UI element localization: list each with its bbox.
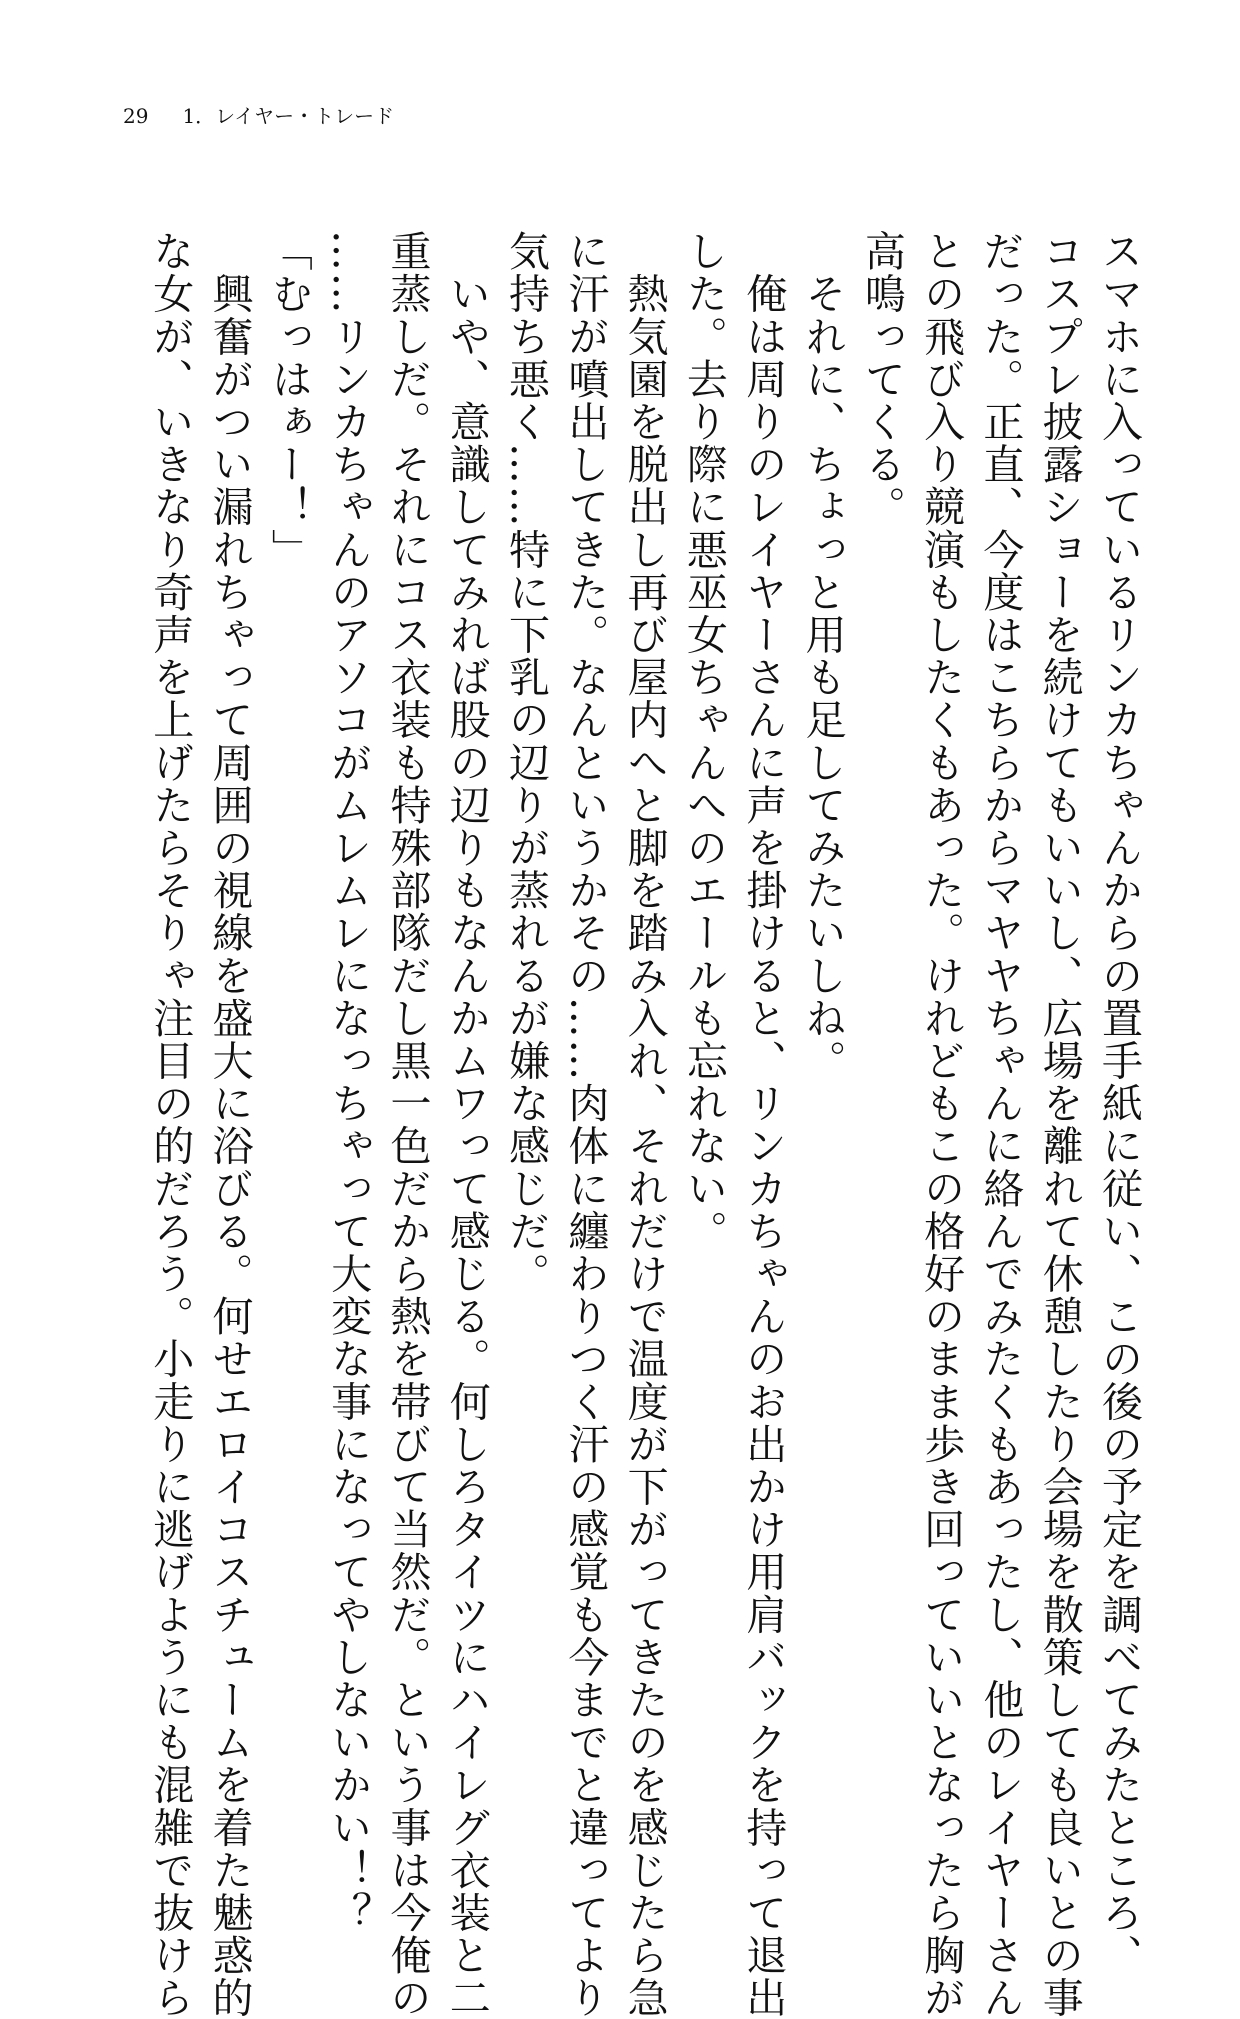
text-line: との飛び入り競演もしたくもあった。けれどもこの格好のまま歩き回っていいとなったら胸が: [917, 230, 966, 2019]
text-line: 重蒸しだ。それにコス衣装も特殊部隊だし黒一色だから熱を帯びて当然だ。という事は今俺の: [383, 230, 432, 2019]
text-line: スマホに入っているリンカちゃんからの置手紙に従い、この後の予定を調べてみたところ、: [1095, 230, 1143, 1977]
text-line: いや、意識してみれば股の辺りもなんかムワって感じる。何しろタイツにハイレグ衣装と二: [442, 230, 491, 2019]
text-line: 興奮がつい漏れちゃって周囲の視線を盛大に浴びる。何せエロイコスチュームを着た魅惑的: [205, 230, 254, 2019]
text-line: 高鳴ってくる。: [857, 230, 906, 529]
text-line: ……リンカちゃんのアソコがムレムレになっちゃって大変な事になってやしないかい！？: [324, 230, 373, 1934]
text-line: 熱気園を脱出し再び屋内へと脚を踏み入れ、それだけで温度が下がってきたのを感じたら急: [620, 230, 669, 2019]
running-header: [123, 104, 394, 128]
chapter-title: 1．レイヤー・トレード: [182, 104, 395, 128]
text-line: コスプレ披露ショーを続けてもいいし、広場を離れて休憩したり会場を散策しても良いとの事: [1035, 230, 1084, 2019]
text-line: した。去り際に悪巫女ちゃんへのエールも忘れない。: [679, 230, 728, 1253]
page-number: 29: [123, 104, 149, 128]
body-text: [140, 230, 1148, 2019]
dialogue-line: 「むっはぁー！」: [264, 230, 313, 571]
text-line: だった。正直、今度はこちらからマヤヤちゃんに絡んでみたくもあったし、他のレイヤーさん: [976, 230, 1025, 2019]
text-line: な女が、いきなり奇声を上げたらそりゃ注目の的だろう。小走りに逃げようにも混雑で抜けら: [146, 230, 195, 2019]
text-line: 俺は周りのレイヤーさんに声を掛けると、リンカちゃんのお出かけ用肩バックを持って退出: [739, 230, 788, 2019]
text-line: 気持ち悪く……特に下乳の辺りが蒸れるが嫌な感じだ。: [502, 230, 551, 1295]
text-line: それに、ちょっと用も足してみたいしね。: [798, 230, 847, 1082]
text-line: に汗が噴出してきた。なんというかその……肉体に纏わりつく汗の感覚も今までと違ってより: [561, 230, 610, 2019]
